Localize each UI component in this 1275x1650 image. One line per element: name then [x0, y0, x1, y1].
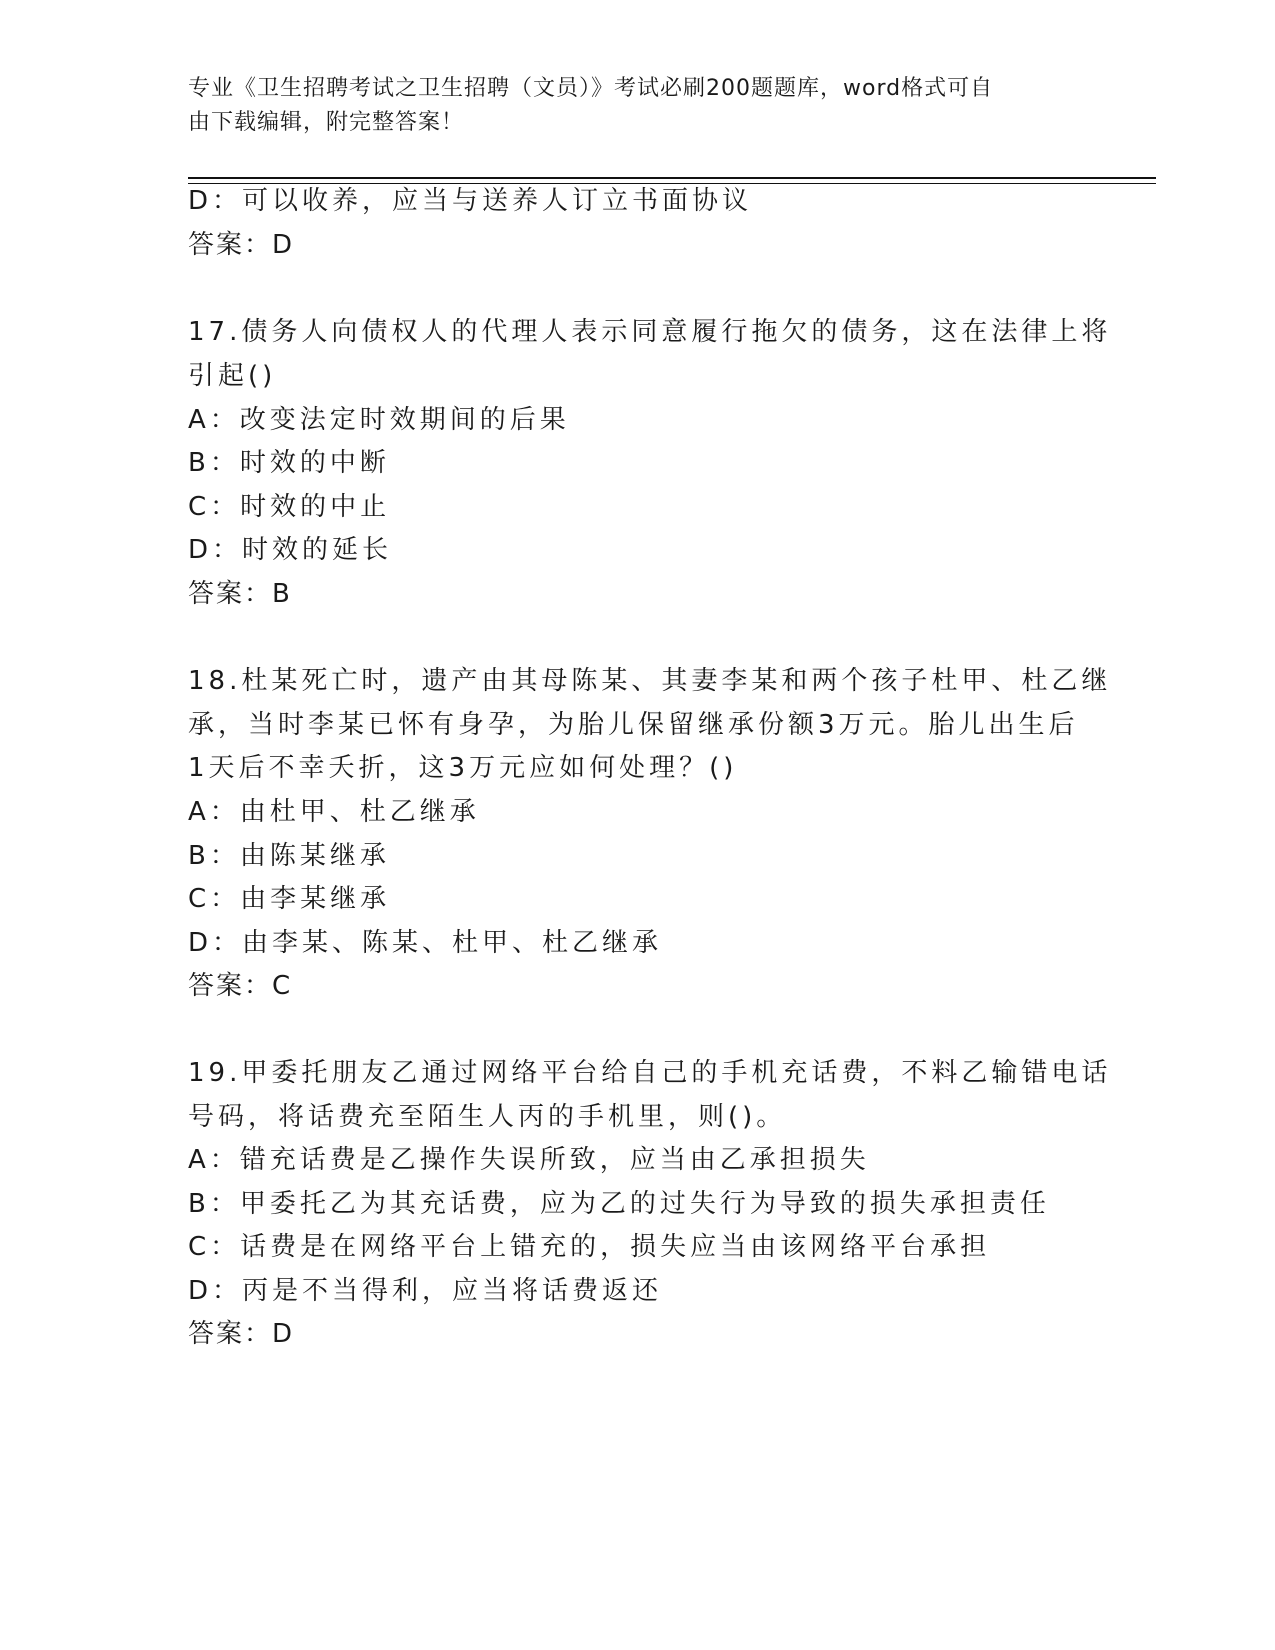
prev-answer: 答案：D	[188, 230, 295, 260]
q18-stem-line-3: 1天后不幸夭折，这3万元应如何处理？()	[188, 753, 738, 783]
header-rule-thick	[188, 177, 1156, 179]
prev-option-d: D：可以收养，应当与送养人订立书面协议	[188, 186, 753, 216]
q17-option-b: B：时效的中断	[188, 448, 390, 478]
document-header	[188, 72, 1068, 140]
q17-option-d: D：时效的延长	[188, 535, 393, 565]
q18-stem-line-1: 18.杜某死亡时，遗产由其母陈某、其妻李某和两个孩子杜甲、杜乙继	[188, 666, 1112, 696]
q19-stem-line-2: 号码，将话费充至陌生人丙的手机里，则()。	[188, 1102, 787, 1132]
q18-option-d: D：由李某、陈某、杜甲、杜乙继承	[188, 928, 663, 958]
q17-option-c: C：时效的中止	[188, 492, 391, 522]
q19-answer: 答案：D	[188, 1319, 295, 1349]
q17-stem-line-2: 引起()	[188, 361, 277, 391]
q17-answer: 答案：B	[188, 579, 292, 609]
q18-answer: 答案：C	[188, 971, 293, 1001]
q19-option-a: A：错充话费是乙操作失误所致，应当由乙承担损失	[188, 1145, 870, 1175]
q17-stem-line-1: 17.债务人向债权人的代理人表示同意履行拖欠的债务，这在法律上将	[188, 317, 1112, 347]
q18-option-b: B：由陈某继承	[188, 841, 390, 871]
q18-option-a: A：由杜甲、杜乙继承	[188, 797, 480, 827]
q19-stem-line-1: 19.甲委托朋友乙通过网络平台给自己的手机充话费，不料乙输错电话	[188, 1058, 1112, 1088]
q17-option-a: A：改变法定时效期间的后果	[188, 405, 570, 435]
header-line-1: 专业《卫生招聘考试之卫生招聘（文员）》考试必刷200题题库，word格式可自	[188, 76, 994, 101]
q19-option-d: D：丙是不当得利，应当将话费返还	[188, 1276, 663, 1306]
header-line-2: 由下载编辑，附完整答案！	[188, 110, 465, 135]
q19-option-c: C：话费是在网络平台上错充的，损失应当由该网络平台承担	[188, 1232, 991, 1262]
q18-stem-line-2: 承，当时李某已怀有身孕，为胎儿保留继承份额3万元。胎儿出生后	[188, 710, 1079, 740]
q18-option-c: C：由李某继承	[188, 884, 391, 914]
q19-option-b: B：甲委托乙为其充话费，应为乙的过失行为导致的损失承担责任	[188, 1189, 1050, 1219]
